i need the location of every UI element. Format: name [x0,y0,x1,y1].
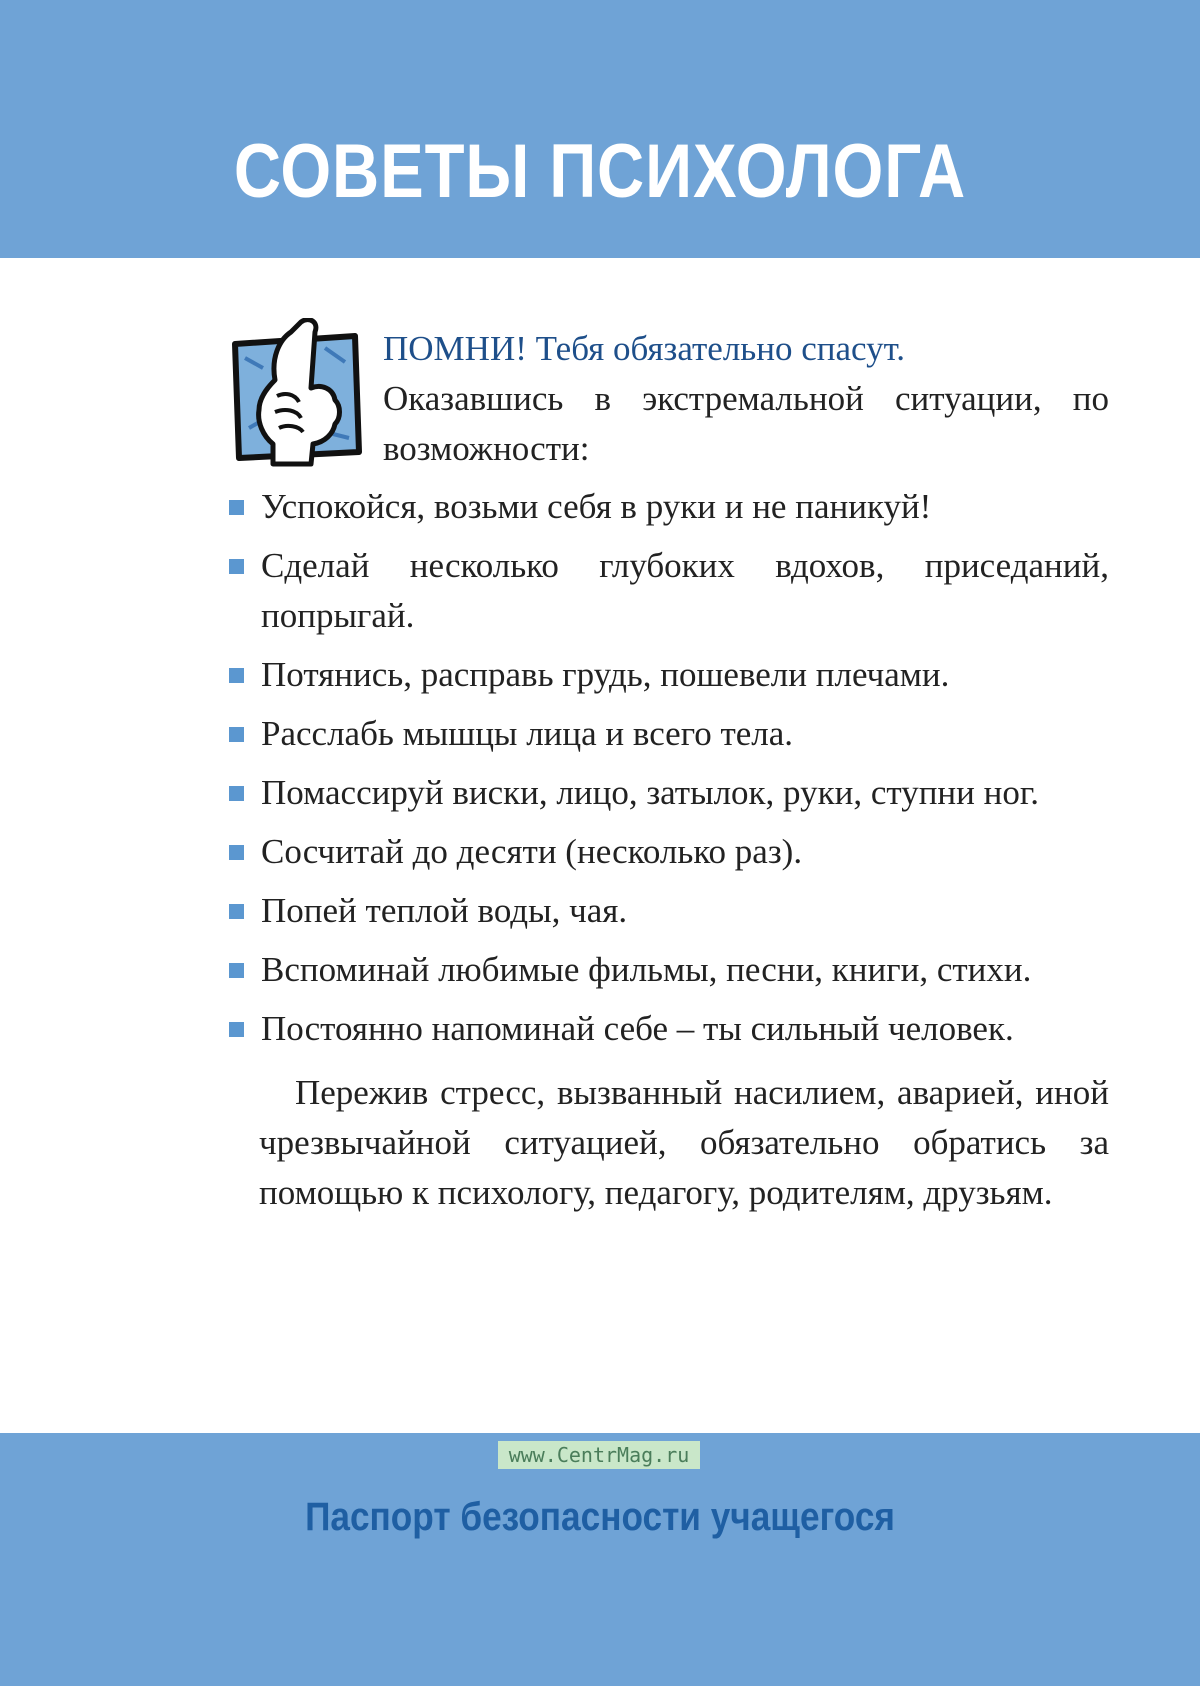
tip-text: Вспоминай любимые фильмы, песни, книги, стихи. [261,950,1032,989]
list-item [225,768,1109,818]
tip-text: Помассируй виски, лицо, затылок, руки, ступни ног. [261,773,1040,812]
list-item [225,541,1109,641]
page-title: СОВЕТЫ ПСИХОЛОГА [233,129,967,214]
bullet-square-icon [229,500,244,515]
tip-text: Сделай несколько глубоких вдохов, приседаний, попрыгай. [261,546,1109,635]
advice-content [225,318,1109,1253]
bullet-square-icon [229,1022,244,1037]
closing-paragraph: Пережив стресс, вызванный насилием, аварией, иной чрезвычайной ситуацией, обязательно обратись за помощью к психологу, педагогу, родителям, друзьям. [259,1073,1109,1212]
bullet-square-icon [229,559,244,574]
bullet-square-icon [229,845,244,860]
tip-text: Потянись, расправь грудь, пошевели плечами. [261,655,950,694]
tips-list [225,482,1109,1054]
list-item [225,1004,1109,1054]
tip-text: Сосчитай до десяти (несколько раз). [261,832,803,871]
bullet-square-icon [229,963,244,978]
list-item [225,945,1109,995]
intro-block [383,324,1109,474]
list-item [225,482,1109,532]
tip-text: Постоянно напоминай себе – ты сильный человек. [261,1009,1014,1048]
list-item [225,827,1109,877]
tip-text: Успокойся, возьми себя в руки и не паникуй! [261,487,932,526]
intro-text: Оказавшись в экстремальной ситуации, по возможности: [383,379,1109,468]
list-item [225,709,1109,759]
tip-text: Расслабь мышцы лица и всего тела. [261,714,794,753]
raised-index-finger-icon [229,318,365,470]
list-item [225,650,1109,700]
list-item [225,886,1109,936]
bullet-square-icon [229,668,244,683]
watermark: www.CentrMag.ru [498,1441,700,1469]
footer-band [0,1433,1200,1686]
remember-heading: ПОМНИ! Тебя обязательно спасут. [383,329,906,368]
bullet-square-icon [229,727,244,742]
footer-title: Паспорт безопасности учащегося [305,1495,895,1539]
bullet-square-icon [229,904,244,919]
tip-text: Попей теплой воды, чая. [261,891,628,930]
bullet-square-icon [229,786,244,801]
